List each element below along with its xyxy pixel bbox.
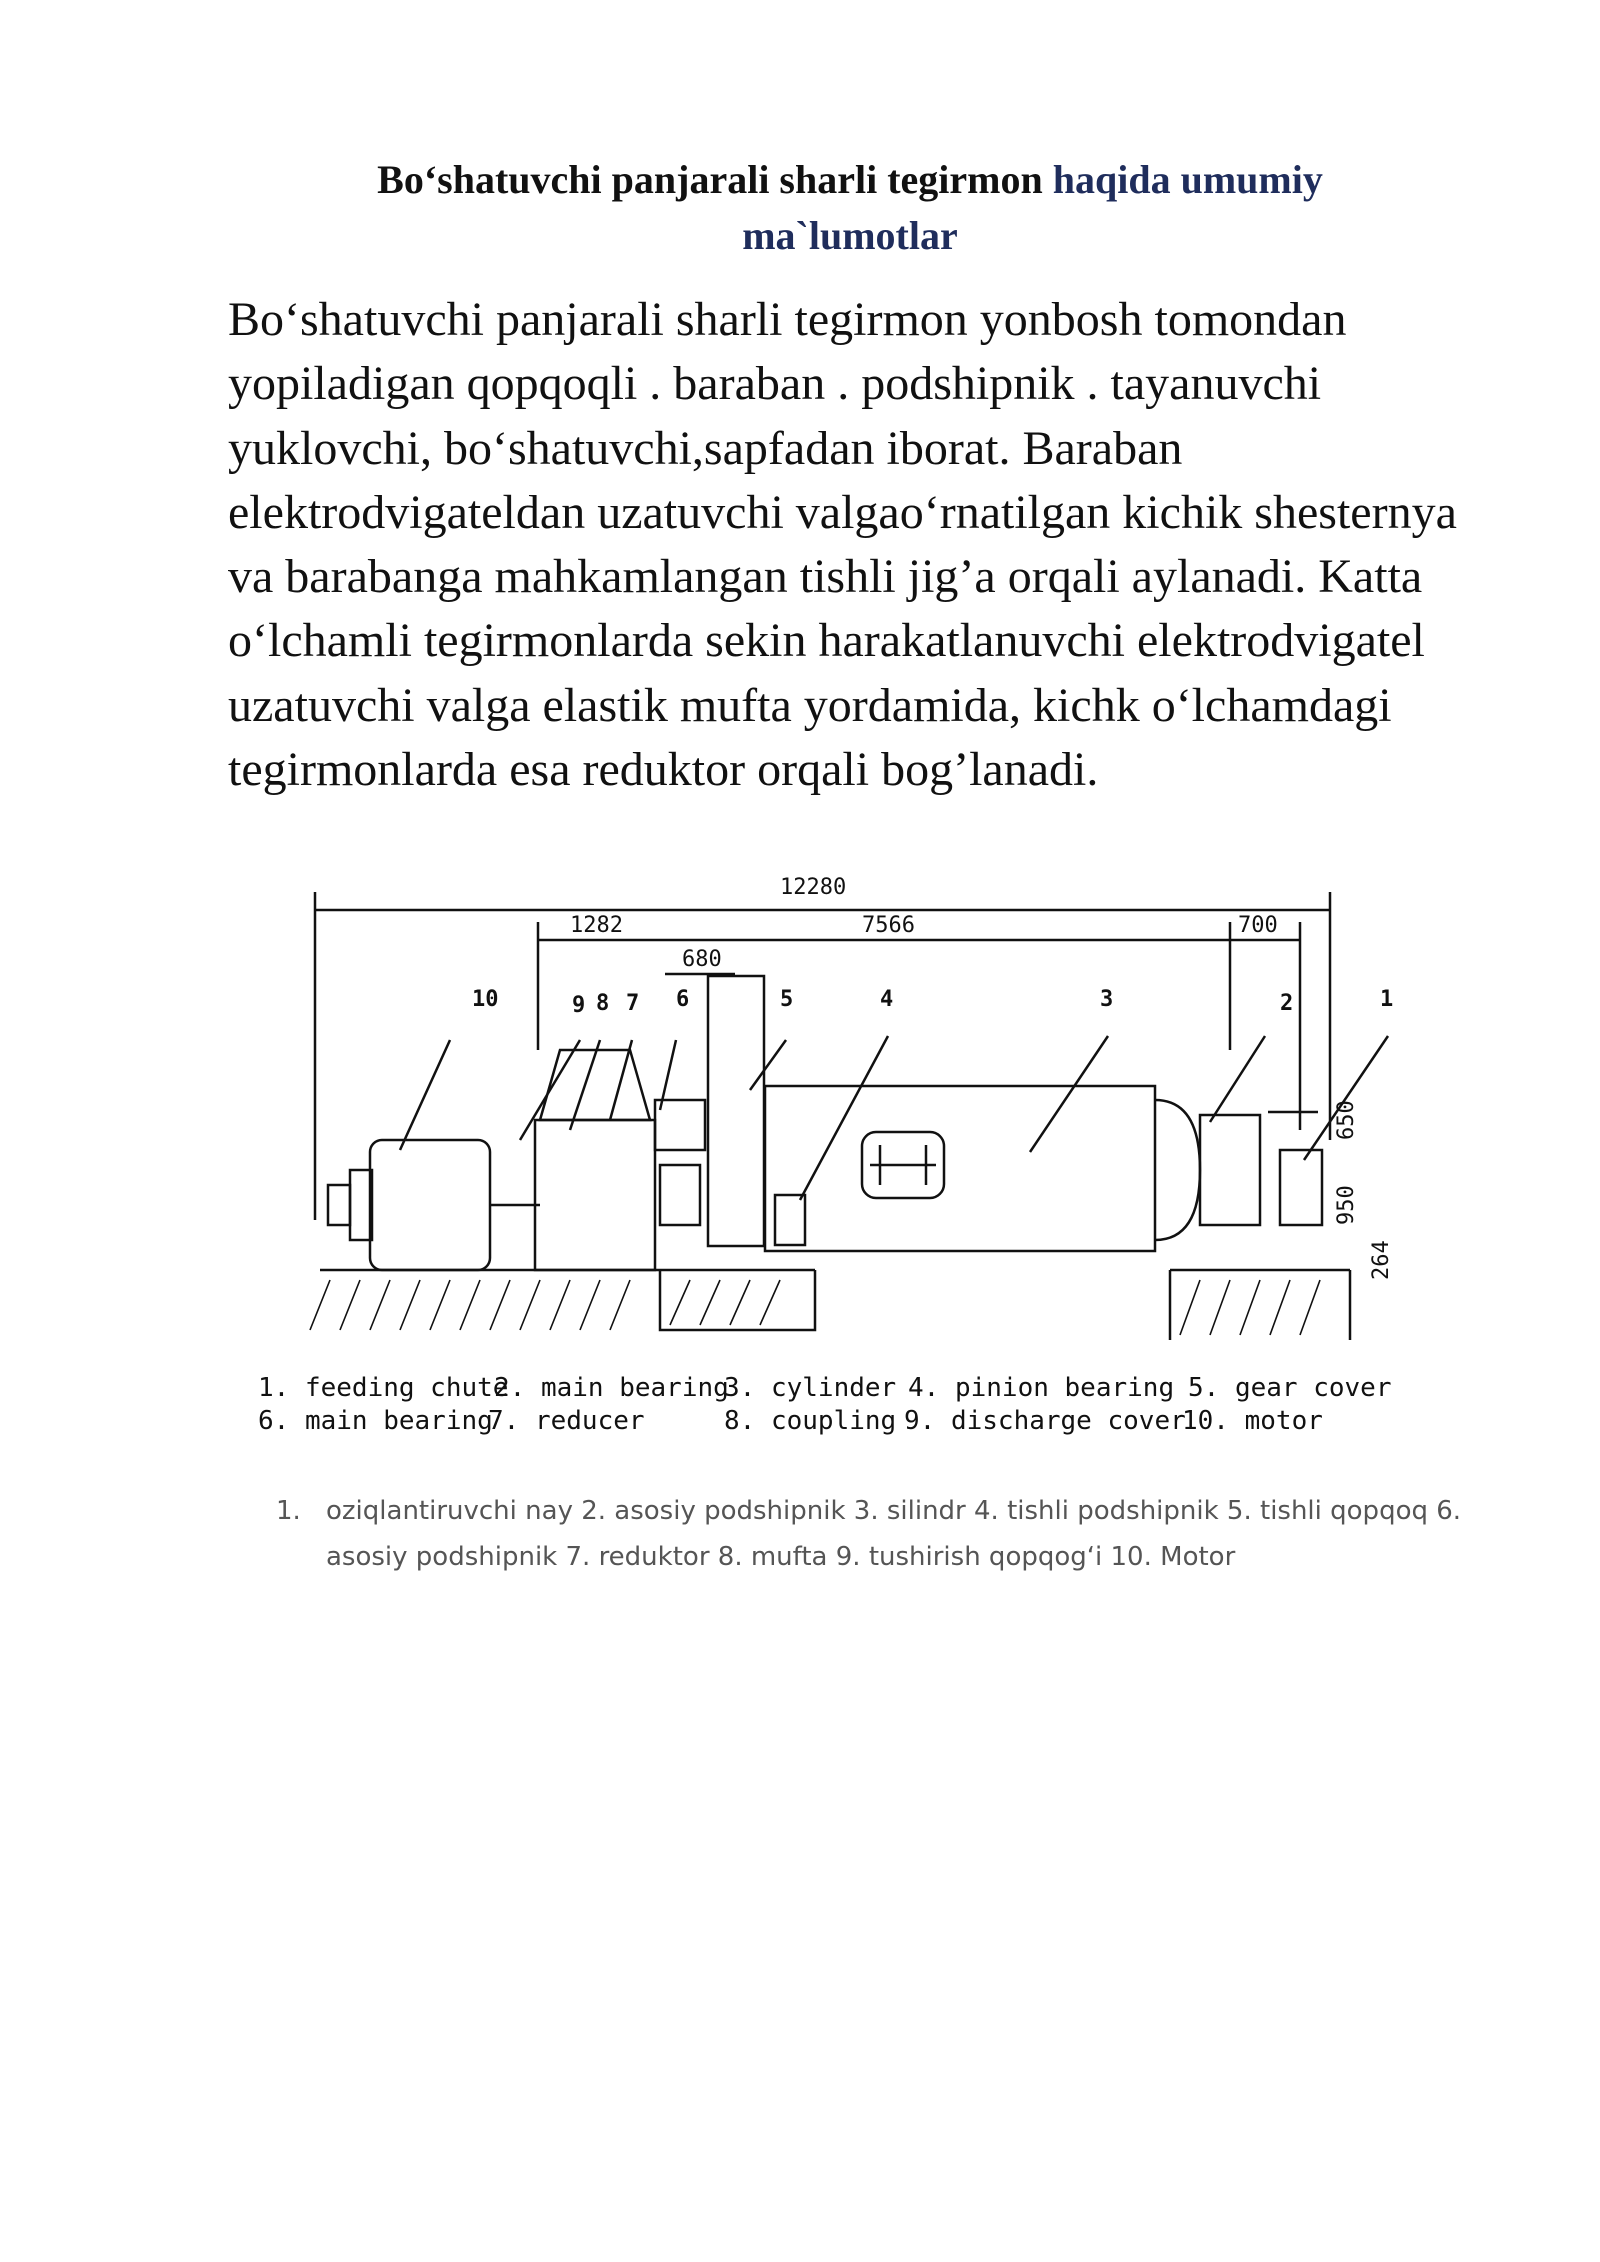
paragraph-line: tegirmonlarda esa reduktor orqali bog’lanadi. bbox=[228, 743, 1099, 797]
callout-5: 5 bbox=[780, 987, 794, 1012]
legend-row-2 bbox=[258, 1405, 1458, 1438]
callout-2: 2 bbox=[1280, 991, 1294, 1016]
title-part-2: haqida umumiy bbox=[1052, 157, 1323, 202]
callout-1: 1 bbox=[1380, 987, 1394, 1012]
legend-item: 1. feeding chute bbox=[258, 1373, 509, 1403]
callout-10: 10 bbox=[472, 987, 499, 1012]
dimension-700: 700 bbox=[1238, 913, 1278, 938]
callout-6: 6 bbox=[676, 987, 690, 1012]
callout-4: 4 bbox=[880, 987, 894, 1012]
legend-item: 9. discharge cover bbox=[904, 1406, 1186, 1436]
dimension-1282: 1282 bbox=[570, 913, 623, 938]
callout-7: 7 bbox=[626, 991, 640, 1016]
dimension-650: 650 bbox=[1334, 1100, 1359, 1140]
paragraph-line: elektrodvigateldan uzatuvchi valgao‘rnatilgan kichik shesternya bbox=[228, 485, 1457, 539]
callout-8: 8 bbox=[596, 991, 610, 1016]
paragraph-line: yopiladigan qopqoqli . baraban . podshipnik . tayanuvchi bbox=[228, 357, 1322, 411]
caption-number: 1. bbox=[276, 1496, 301, 1526]
legend-item: 5. gear cover bbox=[1188, 1373, 1392, 1403]
title-part-1: Bo‘shatuvchi panjarali sharli tegirmon bbox=[377, 157, 1053, 202]
caption-text: oziqlantiruvchi nay 2. asosiy podshipnik 3. silindr 4. tishli podshipnik 5. tishli qopqoq 6. asosiy podshipnik 7. reduktor 8. mufta 9. tushirish qopqog‘i 10. Motor bbox=[326, 1496, 1462, 1572]
ball-mill-drawing bbox=[240, 860, 1440, 1460]
legend-item: 10. motor bbox=[1182, 1406, 1323, 1436]
paragraph-line: o‘lchamli tegirmonlarda sekin harakatlanuvchi elektrodvigatel bbox=[228, 614, 1425, 668]
dimension-7566: 7566 bbox=[862, 913, 915, 938]
figure-caption-list bbox=[276, 1488, 1476, 1580]
callout-3: 3 bbox=[1100, 987, 1114, 1012]
legend-item: 3. cylinder bbox=[724, 1373, 897, 1403]
caption-item bbox=[276, 1488, 1476, 1580]
legend-item: 4. pinion bearing bbox=[908, 1373, 1175, 1403]
paragraph-line: va barabanga mahkamlangan tishli jig’a orqali aylanadi. Katta bbox=[228, 550, 1423, 604]
paragraph-line: uzatuvchi valga elastik mufta yordamida, kichk o‘lchamdagi bbox=[228, 678, 1392, 732]
dimension-264: 264 bbox=[1369, 1240, 1394, 1280]
paragraph-line: yuklovchi, bo‘shatuvchi,sapfadan iborat. Baraban bbox=[228, 421, 1183, 475]
dimension-total: 12280 bbox=[780, 875, 847, 900]
dimension-950: 950 bbox=[1334, 1185, 1359, 1225]
figure-legend bbox=[258, 1372, 1458, 1438]
mill-technical-drawing bbox=[240, 860, 1440, 1360]
legend-item: 6. main bearing bbox=[258, 1406, 493, 1436]
legend-item: 8. coupling bbox=[724, 1406, 897, 1436]
callout-9: 9 bbox=[572, 993, 586, 1018]
legend-row-1 bbox=[258, 1372, 1458, 1405]
page-title bbox=[300, 152, 1400, 264]
dimension-680: 680 bbox=[682, 947, 722, 972]
legend-item: 2. main bearing bbox=[494, 1373, 729, 1403]
title-part-3: ma`lumotlar bbox=[742, 213, 958, 258]
body-paragraph bbox=[228, 288, 1528, 802]
paragraph-line: Bo‘shatuvchi panjarali sharli tegirmon yonbosh tomondan bbox=[228, 293, 1347, 346]
legend-item: 7. reducer bbox=[488, 1406, 645, 1436]
